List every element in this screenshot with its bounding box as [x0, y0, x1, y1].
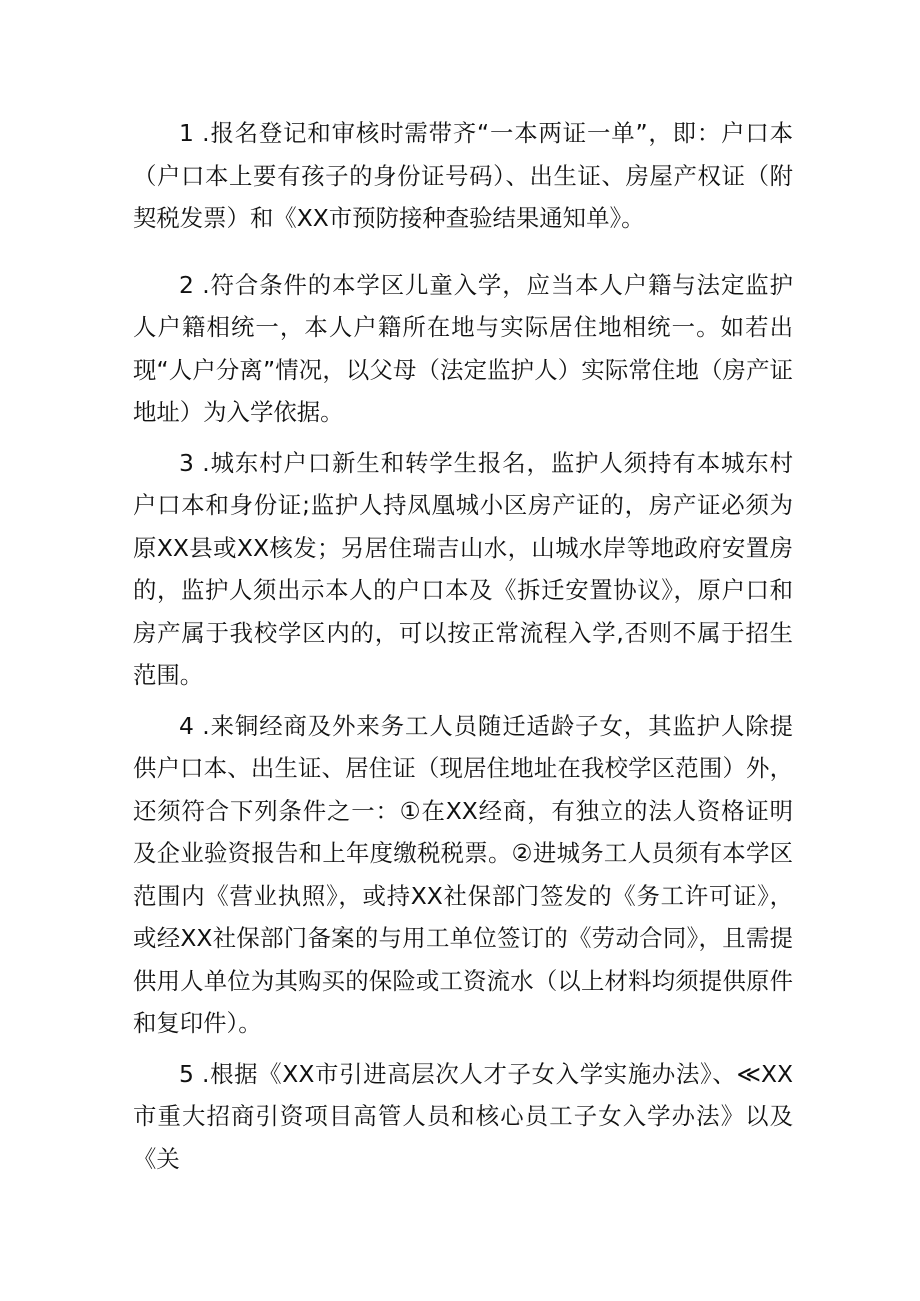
- paragraph-2: 2 .符合条件的本学区儿童入学，应当本人户籍与法定监护人户籍相统一，本人户籍所在地与实际居住地相统一。如若出现“人户分离”情况，以父母（法定监护人）实际常住地（房产证地址）为入学依据。: [133, 270, 793, 426]
- paragraph-4: 4 .来铜经商及外来务工人员随迁适龄子女，其监护人除提供户口本、出生证、居住证（现居住地址在我校学区范围）外，还须符合下列条件之一：①在XX经商，有独立的法人资格证明及企业验资报告和上年度缴税税票。②进城务工人员须有本学区范围内《营业执照》，或持XX社保部门签发的《务工许可证》，或经XX社保部门备案的与用工单位签订的《劳动合同》，且需提供用人单位为其购买的保险或工资流水（以上材料均须提供原件和复印件）。: [133, 711, 793, 1037]
- paragraph-1: 1 .报名登记和审核时需带齐“一本两证一单”，即：户口本（户口本上要有孩子的身份证号码）、出生证、房屋产权证（附契税发票）和《XX市预防接种查验结果通知单》。: [133, 119, 793, 232]
- paragraph-3: 3 .城东村户口新生和转学生报名，监护人须持有本城东村户口本和身份证;监护人持凤凰城小区房产证的，房产证必须为原XX县或XX核发；另居住瑞吉山水，山城水岸等地政府安置房的，监护人须出示本人的户口本及《拆迁安置协议》，原户口和房产属于我校学区内的，可以按正常流程入学,否则不属于招生范围。: [133, 448, 793, 689]
- paragraph-5: 5 .根据《XX市引进高层次人才子女入学实施办法》、≪XX市重大招商引资项目高管人员和核心员工子女入学办法》以及《关: [133, 1059, 793, 1173]
- document-body: [133, 112, 793, 1180]
